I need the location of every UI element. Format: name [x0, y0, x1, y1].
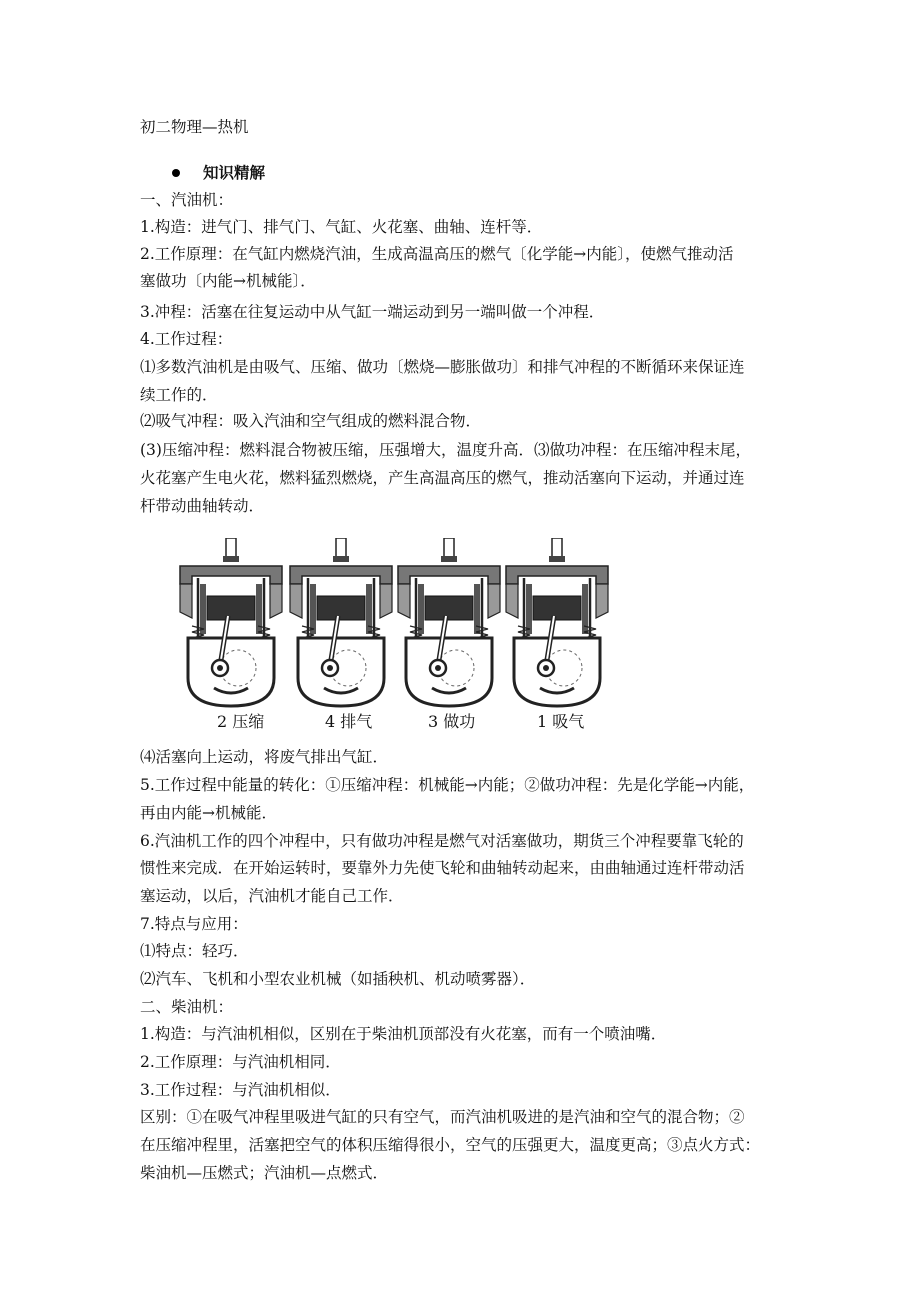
diagram-caption: 1 吸气	[537, 712, 585, 731]
paragraph: 2.工作原理：在气缸内燃烧汽油，生成高温高压的燃气〔化学能→内能〕，使燃气推动活	[140, 245, 734, 263]
section-heading: 知识精解	[203, 163, 266, 182]
paragraph: ⑵吸气冲程：吸入汽油和空气组成的燃料混合物．	[140, 412, 482, 430]
paragraph: 塞运动，以后，汽油机才能自己工作．	[140, 887, 404, 905]
paragraph: ⑴特点：轻巧．	[140, 942, 249, 960]
paragraph: 区别：①在吸气冲程里吸进气缸的只有空气，而汽油机吸进的是汽油和空气的混合物；②	[140, 1108, 745, 1126]
paragraph: ⑵汽车、飞机和小型农业机械（如插秧机、机动喷雾器）．	[140, 970, 536, 988]
paragraph: (3)压缩冲程：燃料混合物被压缩，压强增大，温度升高．⑶做功冲程：在压缩冲程末尾，	[140, 441, 751, 459]
paragraph: 在压缩冲程里，活塞把空气的体积压缩得很小，空气的压强更大，温度更高；③点火方式：	[140, 1136, 761, 1154]
engine-exhaust-stroke	[290, 538, 392, 706]
paragraph: 续工作的．	[140, 386, 218, 404]
engine-strokes-diagram	[178, 538, 618, 710]
doc-title: 初二物理—热机	[140, 118, 249, 136]
bullet-icon	[172, 169, 180, 177]
paragraph: 7.特点与应用：	[140, 915, 248, 933]
paragraph: 火花塞产生电火花，燃料猛烈燃烧，产生高温高压的燃气，推动活塞向下运动，并通过连	[140, 469, 745, 487]
paragraph: 3.冲程：活塞在往复运动中从气缸一端运动到另一端叫做一个冲程．	[140, 303, 605, 321]
paragraph: 2.工作原理：与汽油机相同．	[140, 1053, 341, 1071]
engine-intake-stroke	[506, 538, 608, 706]
paragraph: 5.工作过程中能量的转化：①压缩冲程：机械能→内能；②做功冲程：先是化学能→内能，	[140, 776, 755, 794]
paragraph: 柴油机—压燃式；汽油机—点燃式．	[140, 1164, 389, 1182]
diagram-caption: 2 压缩	[217, 712, 265, 731]
paragraph: 1.构造：进气门、排气门、气缸、火花塞、曲轴、连杆等．	[140, 218, 543, 236]
part1-heading: 一、汽油机：	[140, 191, 234, 209]
paragraph: 再由内能→机械能．	[140, 804, 277, 822]
paragraph: 1.构造：与汽油机相似，区别在于柴油机顶部没有火花塞，而有一个喷油嘴．	[140, 1025, 667, 1043]
paragraph: 塞做功〔内能→机械能〕．	[140, 272, 316, 290]
paragraph: 杆带动曲轴转动．	[140, 497, 265, 515]
paragraph: 6.汽油机工作的四个冲程中，只有做功冲程是燃气对活塞做功，期货三个冲程要靠飞轮的	[140, 832, 744, 850]
diagram-caption: 3 做功	[428, 712, 476, 731]
engine-compression-stroke	[180, 538, 282, 706]
paragraph: 3.工作过程：与汽油机相似．	[140, 1081, 341, 1099]
paragraph: 惯性来完成．在开始运转时，要靠外力先使飞轮和曲轴转动起来，由曲轴通过连杆带动活	[140, 859, 745, 877]
engine-power-stroke	[398, 538, 500, 706]
diagram-caption: 4 排气	[325, 712, 373, 731]
part2-heading: 二、柴油机：	[140, 998, 234, 1016]
paragraph: ⑴多数汽油机是由吸气、压缩、做功〔燃烧—膨胀做功〕和排气冲程的不断循环来保证连	[140, 358, 745, 376]
paragraph: ⑷活塞向上运动，将废气排出气缸．	[140, 748, 389, 766]
paragraph: 4.工作过程：	[140, 330, 233, 348]
